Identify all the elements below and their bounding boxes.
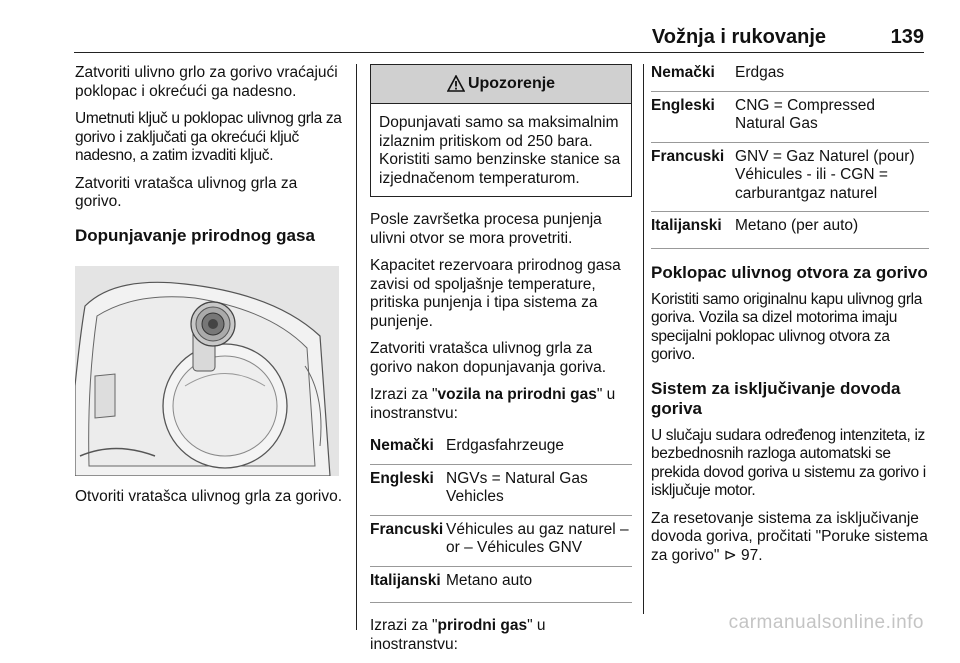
- table-row: [370, 567, 632, 604]
- paragraph-terms-vehicles: [370, 386, 632, 423]
- column-divider-1: [356, 64, 357, 630]
- term-language: Italijanski: [370, 571, 441, 589]
- table-row: [651, 92, 929, 143]
- paragraph-vent: Posle završetka procesa punjenja ulivni otvor se mora provetriti.: [370, 211, 602, 247]
- paragraph-terms-gas: [370, 617, 632, 654]
- paragraph-close-after: Zatvoriti vratašca ulivnog grla za gorivo nakon dopunjavanja goriva.: [370, 340, 607, 376]
- filler-neck-illustration: [75, 266, 339, 476]
- section-heading-fuel-cap: Poklopac ulivnog otvora za gorivo: [651, 262, 928, 282]
- term-value: Metano (per auto): [735, 217, 859, 234]
- warning-text: Dopunjavati samo sa maksimalnim izlaznim pritiskom od 250 bara. Koristiti samo benzinske stanice sa izjednačenom temperaturom.: [379, 114, 621, 187]
- page-header: [0, 0, 960, 52]
- term-value: Véhicules au gaz naturel – or – Véhicules GNV: [446, 520, 629, 556]
- page-reference[interactable]: 97.: [741, 546, 763, 564]
- page-reference-icon: ⊳: [723, 546, 737, 564]
- text-fragment: " u inostranstvu:: [370, 386, 616, 422]
- term-language: Italijanski: [651, 217, 722, 234]
- text-bold-term: prirodni gas: [437, 617, 528, 634]
- column-right: [651, 64, 929, 574]
- table-row: [370, 465, 632, 516]
- warning-header: [371, 65, 631, 104]
- term-value: NGVs = Natural Gas Vehicles: [446, 469, 588, 505]
- text-bold-term: vozila na prirodni gas: [437, 386, 597, 403]
- paragraph-capacity: Kapacitet rezervoara prirodnog gasa zavisi od spoljašnje temperature, pritiska punjenja i tipa sistema za punjenje.: [370, 257, 621, 330]
- column-divider-2: [643, 64, 644, 614]
- terms-table-gas: [651, 64, 929, 249]
- term-language: Engleski: [651, 96, 715, 114]
- term-value: Erdgas: [735, 64, 785, 81]
- paragraph-fuel-cutoff: U slučaju sudara određenog intenziteta, iz bezbednosnih razloga automatski se prekida dovod goriva u sistemu za gorivo i isključuje motor.: [651, 426, 926, 499]
- table-row: [651, 143, 929, 213]
- text-fragment: " u inostranstvu:: [370, 617, 546, 653]
- paragraph-close-flap: Zatvoriti vratašca ulivnog grla za gorivo.: [75, 174, 298, 210]
- term-value: GNV = Gaz Naturel (pour) Véhicules - ili - CGN = carburantgaz naturel: [735, 147, 915, 202]
- term-language: Francuski: [651, 147, 725, 165]
- term-value: Erdgasfahrzeuge: [446, 437, 565, 454]
- table-row: [651, 212, 929, 249]
- table-row: [651, 64, 929, 92]
- term-language: Engleski: [370, 469, 434, 487]
- table-row: [370, 516, 632, 567]
- column-middle: [370, 64, 632, 663]
- term-language: Francuski: [370, 520, 444, 538]
- section-heading-cng-refuel: Dopunjavanje prirodnog gasa: [75, 225, 315, 245]
- warning-title: Upozorenje: [467, 74, 556, 92]
- section-heading-fuel-cutoff: Sistem za isključivanje dovoda goriva: [651, 378, 901, 418]
- chapter-title: Vožnja i rukovanje: [651, 26, 826, 48]
- text-fragment: Za resetovanje sistema za isključivanje dovoda goriva, pročitati "Poruke sistema za gorivo": [651, 509, 928, 564]
- text-fragment: Izrazi za ": [370, 617, 438, 634]
- paragraph-open-flap: Otvoriti vratašca ulivnog grla za gorivo.: [75, 487, 343, 505]
- column-left: [75, 64, 343, 515]
- paragraph-close-filler: Zatvoriti ulivno grlo za gorivo vraćajući poklopac i okrećući ga nadesno.: [75, 64, 338, 100]
- terms-table-vehicles: [370, 432, 632, 603]
- text-fragment: Izrazi za ": [370, 386, 438, 403]
- table-row: [370, 432, 632, 465]
- term-language: Nemački: [370, 437, 434, 454]
- paragraph-reset: [651, 510, 929, 566]
- term-value: CNG = Compressed Natural Gas: [735, 96, 875, 132]
- header-rule: [74, 52, 924, 53]
- paragraph-lock-cap: Umetnuti ključ u poklopac ulivnog grla za gorivo i zaključati ga okrećući ključ nadesno, a zatim izvaditi ključ.: [75, 110, 342, 164]
- term-value: Metano auto: [446, 571, 533, 589]
- cng-filler-drawing: [75, 266, 339, 476]
- page-number: 139: [890, 26, 924, 48]
- watermark: carmanualsonline.info: [728, 612, 924, 633]
- paragraph-fuel-cap: Koristiti samo originalnu kapu ulivnog grla goriva. Vozila sa dizel motorima imaju specijalni poklopac ulivnog otvora za gorivo.: [651, 290, 922, 363]
- term-language: Nemački: [651, 64, 715, 81]
- warning-triangle-icon: [447, 75, 465, 93]
- warning-box: [370, 64, 632, 197]
